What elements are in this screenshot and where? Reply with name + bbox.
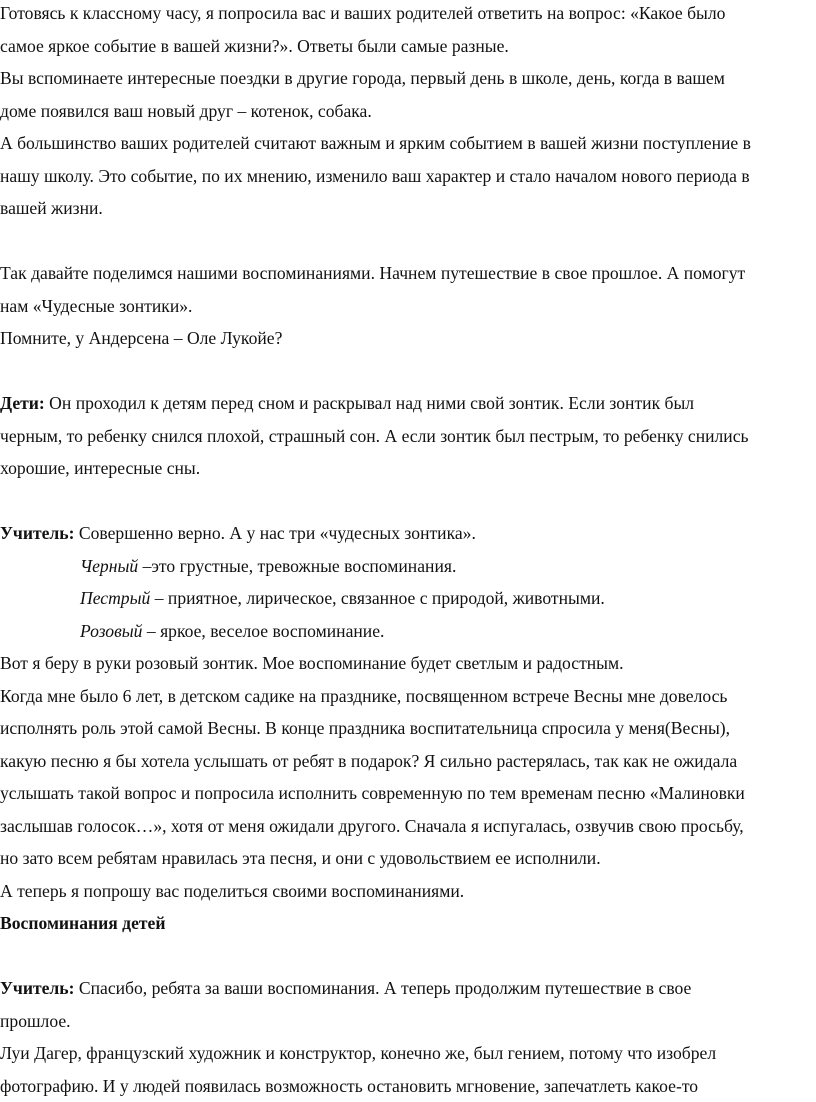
text-line: Вы вспоминаете интересные поездки в другие города, первый день в школе, день, когда в вашем	[0, 62, 810, 95]
umbrella-item-motley	[0, 582, 810, 615]
umbrella-term: Пестрый	[80, 588, 150, 608]
text-line: самое яркое событие в вашей жизни?». Ответы были самые разные.	[0, 30, 810, 63]
text-line: фотографию. И у людей появилась возможность остановить мгновение, запечатлеть какое-то	[0, 1070, 810, 1102]
umbrellas-paragraph	[0, 257, 810, 355]
text-line: Помните, у Андерсена – Оле Лукойе?	[0, 322, 810, 355]
text-line: Вот я беру в руки розовый зонтик. Мое воспоминание будет светлым и радостным.	[0, 647, 810, 680]
blank-line	[0, 940, 810, 973]
text-line: Луи Дагер, французский художник и конструктор, конечно же, был гением, потому что изобрел	[0, 1037, 810, 1070]
text-line: какую песню я бы хотела услышать от ребят в подарок? Я сильно растерялась, так как не ожидала	[0, 745, 810, 778]
text-line: черным, то ребенку снился плохой, страшный сон. А если зонтик был пестрым, то ребенку снились	[0, 420, 810, 453]
text-line: но зато всем ребятам нравилась эта песня, и они с удовольствием ее исполнили.	[0, 842, 810, 875]
umbrella-item-black	[0, 550, 810, 583]
text-line	[0, 972, 810, 1005]
text-line: услышать такой вопрос и попросила исполнить современную по тем временам песню «Малиновки	[0, 777, 810, 810]
umbrella-item-pink	[0, 615, 810, 648]
speaker-label: Дети:	[0, 393, 45, 413]
text-line: нашу школу. Это событие, по их мнению, изменило ваш характер и стало началом нового периода в	[0, 160, 810, 193]
speech-text: Совершенно верно. А у нас три «чудесных зонтика».	[74, 523, 475, 543]
umbrella-term: Черный	[80, 556, 138, 576]
text-line	[0, 387, 810, 420]
text-line: А большинство ваших родителей считают важным и ярким событием в вашей жизни поступление в	[0, 127, 810, 160]
blank-line	[0, 355, 810, 388]
umbrella-desc: – яркое, веселое воспоминание.	[142, 621, 384, 641]
blank-line	[0, 485, 810, 518]
text-line: А теперь я попрошу вас поделиться своими воспоминаниями.	[0, 875, 810, 908]
teacher-story	[0, 647, 810, 907]
memories-heading: Воспоминания детей	[0, 907, 810, 940]
blank-line	[0, 225, 810, 258]
speaker-label: Учитель:	[0, 523, 74, 543]
speaker-label: Учитель:	[0, 978, 74, 998]
umbrella-desc: –это грустные, тревожные воспоминания.	[138, 556, 456, 576]
intro-paragraph	[0, 0, 810, 225]
text-line: доме появился ваш новый друг – котенок, собака.	[0, 95, 810, 128]
teacher-thanks	[0, 972, 810, 1037]
text-line: хорошие, интересные сны.	[0, 452, 810, 485]
text-line: прошлое.	[0, 1005, 810, 1038]
text-line: заслышав голосок…», хотя от меня ожидали другого. Сначала я испугалась, озвучив свою просьбу,	[0, 810, 810, 843]
speech-text: Спасибо, ребята за ваши воспоминания. А теперь продолжим путешествие в свое	[74, 978, 691, 998]
umbrella-term: Розовый	[80, 621, 142, 641]
text-line: вашей жизни.	[0, 192, 810, 225]
teacher-answer	[0, 517, 810, 647]
daguerre-paragraph	[0, 1037, 810, 1102]
text-line: Так давайте поделимся нашими воспоминаниями. Начнем путешествие в свое прошлое. А помогут	[0, 257, 810, 290]
children-answer	[0, 387, 810, 485]
text-line	[0, 517, 810, 550]
speech-text: Он проходил к детям перед сном и раскрывал над ними свой зонтик. Если зонтик был	[45, 393, 694, 413]
text-line: нам «Чудесные зонтики».	[0, 290, 810, 323]
umbrella-desc: – приятное, лирическое, связанное с природой, животными.	[150, 588, 604, 608]
text-line: Когда мне было 6 лет, в детском садике на празднике, посвященном встрече Весны мне довелось	[0, 680, 810, 713]
text-line: Готовясь к классному часу, я попросила вас и ваших родителей ответить на вопрос: «Какое было	[0, 0, 810, 30]
text-line: исполнять роль этой самой Весны. В конце праздника воспитательница спросила у меня(Весны),	[0, 712, 810, 745]
